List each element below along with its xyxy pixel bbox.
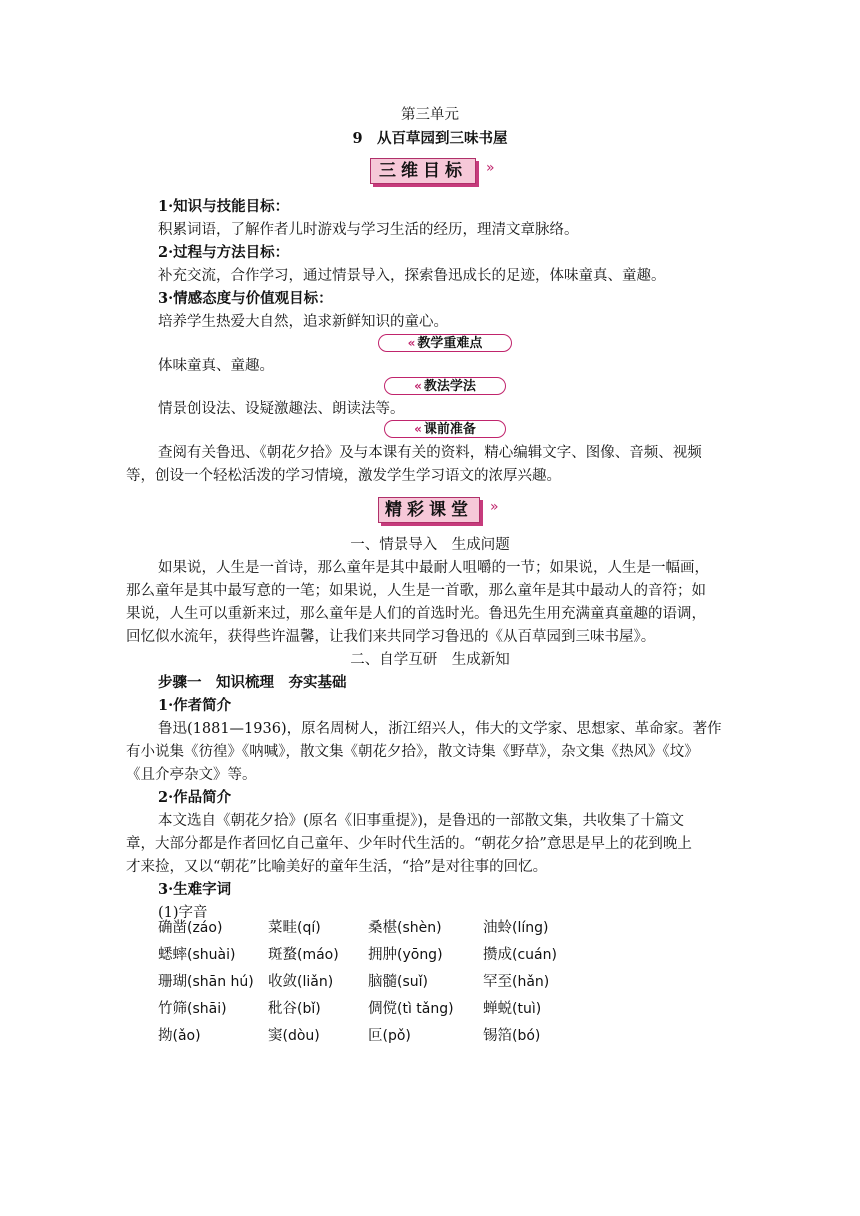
word-text: 斑蝥 xyxy=(268,947,297,963)
author-heading: 1·作者简介 xyxy=(158,697,232,714)
banner-goals xyxy=(370,158,510,188)
pill-preparation-label: 课前准备 xyxy=(423,422,476,437)
word-pinyin: (tuì) xyxy=(512,1001,542,1017)
word-entry xyxy=(483,972,549,992)
word-text: 拥肿 xyxy=(368,947,397,963)
work-heading: 2·作品简介 xyxy=(158,789,232,806)
word-pinyin: (yōng) xyxy=(397,947,443,963)
unit-title: 第三单元 xyxy=(401,107,459,123)
intro-line-3: 果说，人生可以重新来过，那么童年是人们的首选时光。鲁迅先生用充满童真童趣的语调， xyxy=(126,606,706,622)
word-entry xyxy=(368,972,428,992)
double-arrow-icon: » xyxy=(486,160,495,176)
word-text: 蝉蜕 xyxy=(483,1001,512,1017)
left-arrow-icon: « xyxy=(414,379,422,393)
work-line-2: 章，大部分都是作者回忆自己童年、少年时代生活的。“朝花夕拾”意思是早上的花到晚上 xyxy=(126,836,692,852)
word-text: 窦 xyxy=(268,1028,283,1044)
left-arrow-icon: « xyxy=(414,422,422,436)
word-entry xyxy=(483,999,541,1019)
prep-line-2: 等，创设一个轻松活泼的学习情境，激发学生学习语文的浓厚兴趣。 xyxy=(126,468,561,484)
goal3-heading: 3·情感态度与价值观目标： xyxy=(158,290,333,307)
author-line-1: 鲁迅(1881—1936)，原名周树人，浙江绍兴人，伟大的文学家、思想家、革命家。著作 xyxy=(158,721,722,737)
word-entry xyxy=(158,945,235,965)
word-pinyin: (máo) xyxy=(297,947,339,963)
word-entry xyxy=(368,1026,411,1046)
methods-text: 情景创设法、设疑激趣法、朗读法等。 xyxy=(158,401,405,417)
banner-classroom xyxy=(378,497,518,527)
pill-key-points-label: 教学重难点 xyxy=(417,336,483,351)
word-entry xyxy=(268,1026,320,1046)
prep-line-1: 查阅有关鲁迅、《朝花夕拾》及与本课有关的资料，精心编辑文字、图像、音频、视频 xyxy=(158,445,702,461)
pill-key-points xyxy=(378,334,513,356)
goal2-heading: 2·过程与方法目标： xyxy=(158,244,290,261)
word-text: 秕谷 xyxy=(268,1001,297,1017)
word-pinyin: (bó) xyxy=(512,1028,541,1044)
word-pinyin: (shān hú) xyxy=(187,974,254,990)
word-entry xyxy=(368,999,454,1019)
author-line-2: 有小说集《彷徨》《呐喊》，散文集《朝花夕拾》，散文诗集《野草》，杂文集《热风》《坟》 xyxy=(126,744,699,760)
word-entry xyxy=(158,1026,201,1046)
word-entry xyxy=(368,945,443,965)
word-pinyin: (dòu) xyxy=(282,1028,320,1044)
author-line-3: 《且介亭杂文》等。 xyxy=(126,767,257,783)
word-pinyin: (bǐ) xyxy=(297,1001,321,1017)
word-text: 珊瑚 xyxy=(158,974,187,990)
word-entry xyxy=(268,999,321,1019)
word-pinyin: (suǐ) xyxy=(397,974,428,990)
word-entry xyxy=(268,972,333,992)
word-pinyin: (shuài) xyxy=(187,947,236,963)
section-1-heading: 一、情景导入 生成问题 xyxy=(350,537,510,553)
word-text: 脑髓 xyxy=(368,974,397,990)
word-text: 叵 xyxy=(368,1028,383,1044)
intro-line-1: 如果说，人生是一首诗，那么童年是其中最耐人咀嚼的一节；如果说，人生是一幅画， xyxy=(158,560,709,576)
word-pinyin: (liǎn) xyxy=(297,974,334,990)
pronunciation-heading: (1)字音 xyxy=(158,905,208,921)
goal1-heading: 1·知识与技能目标： xyxy=(158,198,290,215)
work-line-3: 才来捡，又以“朝花”比喻美好的童年生活，“拾”是对往事的回忆。 xyxy=(126,859,548,875)
pill-preparation xyxy=(384,420,509,442)
word-pinyin: (shāi) xyxy=(187,1001,227,1017)
word-text: 竹筛 xyxy=(158,1001,187,1017)
lesson-title: 9 从百草园到三味书屋 xyxy=(352,130,508,147)
word-pinyin: (shèn) xyxy=(397,920,442,936)
word-entry xyxy=(483,918,548,938)
step-1-heading: 步骤一 知识梳理 夯实基础 xyxy=(158,674,347,691)
word-entry xyxy=(483,1026,540,1046)
intro-line-2: 那么童年是其中最写意的一笔；如果说，人生是一首歌，那么童年是其中最动人的音符；如 xyxy=(126,583,706,599)
intro-line-4: 回忆似水流年，获得些许温馨，让我们来共同学习鲁迅的《从百草园到三味书屋》。 xyxy=(126,629,656,645)
key-points-text: 体味童真、童趣。 xyxy=(158,358,274,374)
word-text: 拗 xyxy=(158,1028,173,1044)
word-text: 收敛 xyxy=(268,974,297,990)
word-text: 油蛉 xyxy=(483,920,512,936)
word-entry xyxy=(268,945,339,965)
word-text: 罕至 xyxy=(483,974,512,990)
banner-classroom-label: 精彩课堂 xyxy=(378,497,480,523)
word-entry xyxy=(368,918,442,938)
word-entry xyxy=(158,999,227,1019)
word-text: 倜傥 xyxy=(368,1001,397,1017)
goal1-text: 积累词语，了解作者儿时游戏与学习生活的经历，理清文章脉络。 xyxy=(158,222,579,238)
word-pinyin: (cuán) xyxy=(512,947,557,963)
word-pinyin: (záo) xyxy=(187,920,223,936)
work-line-1: 本文选自《朝花夕拾》(原名《旧事重提》)，是鲁迅的一部散文集，共收集了十篇文 xyxy=(158,813,685,829)
goal3-text: 培养学生热爱大自然，追求新鲜知识的童心。 xyxy=(158,314,448,330)
word-pinyin: (hǎn) xyxy=(512,974,550,990)
goal2-text: 补充交流，合作学习，通过情景导入，探索鲁迅成长的足迹，体味童真、童趣。 xyxy=(158,268,666,284)
word-text: 锡箔 xyxy=(483,1028,512,1044)
word-entry xyxy=(483,945,557,965)
word-pinyin: (tì tǎng) xyxy=(397,1001,454,1017)
pill-methods-label: 教法学法 xyxy=(423,379,476,394)
word-pinyin: (líng) xyxy=(512,920,549,936)
word-entry xyxy=(268,918,321,938)
word-entry xyxy=(158,918,222,938)
word-pinyin: (ǎo) xyxy=(172,1028,201,1044)
word-entry xyxy=(158,972,254,992)
word-text: 桑椹 xyxy=(368,920,397,936)
word-text: 攒成 xyxy=(483,947,512,963)
pill-methods xyxy=(384,377,509,399)
word-pinyin: (pǒ) xyxy=(382,1028,411,1044)
word-text: 确凿 xyxy=(158,920,187,936)
word-text: 菜畦 xyxy=(268,920,297,936)
left-arrow-icon: « xyxy=(407,336,416,350)
banner-goals-label: 三维目标 xyxy=(370,158,476,184)
word-text: 蟋蟀 xyxy=(158,947,187,963)
word-pinyin: (qí) xyxy=(297,920,321,936)
section-2-heading: 二、自学互研 生成新知 xyxy=(350,652,510,668)
double-arrow-icon: » xyxy=(490,499,499,515)
words-heading: 3·生难字词 xyxy=(158,881,232,898)
